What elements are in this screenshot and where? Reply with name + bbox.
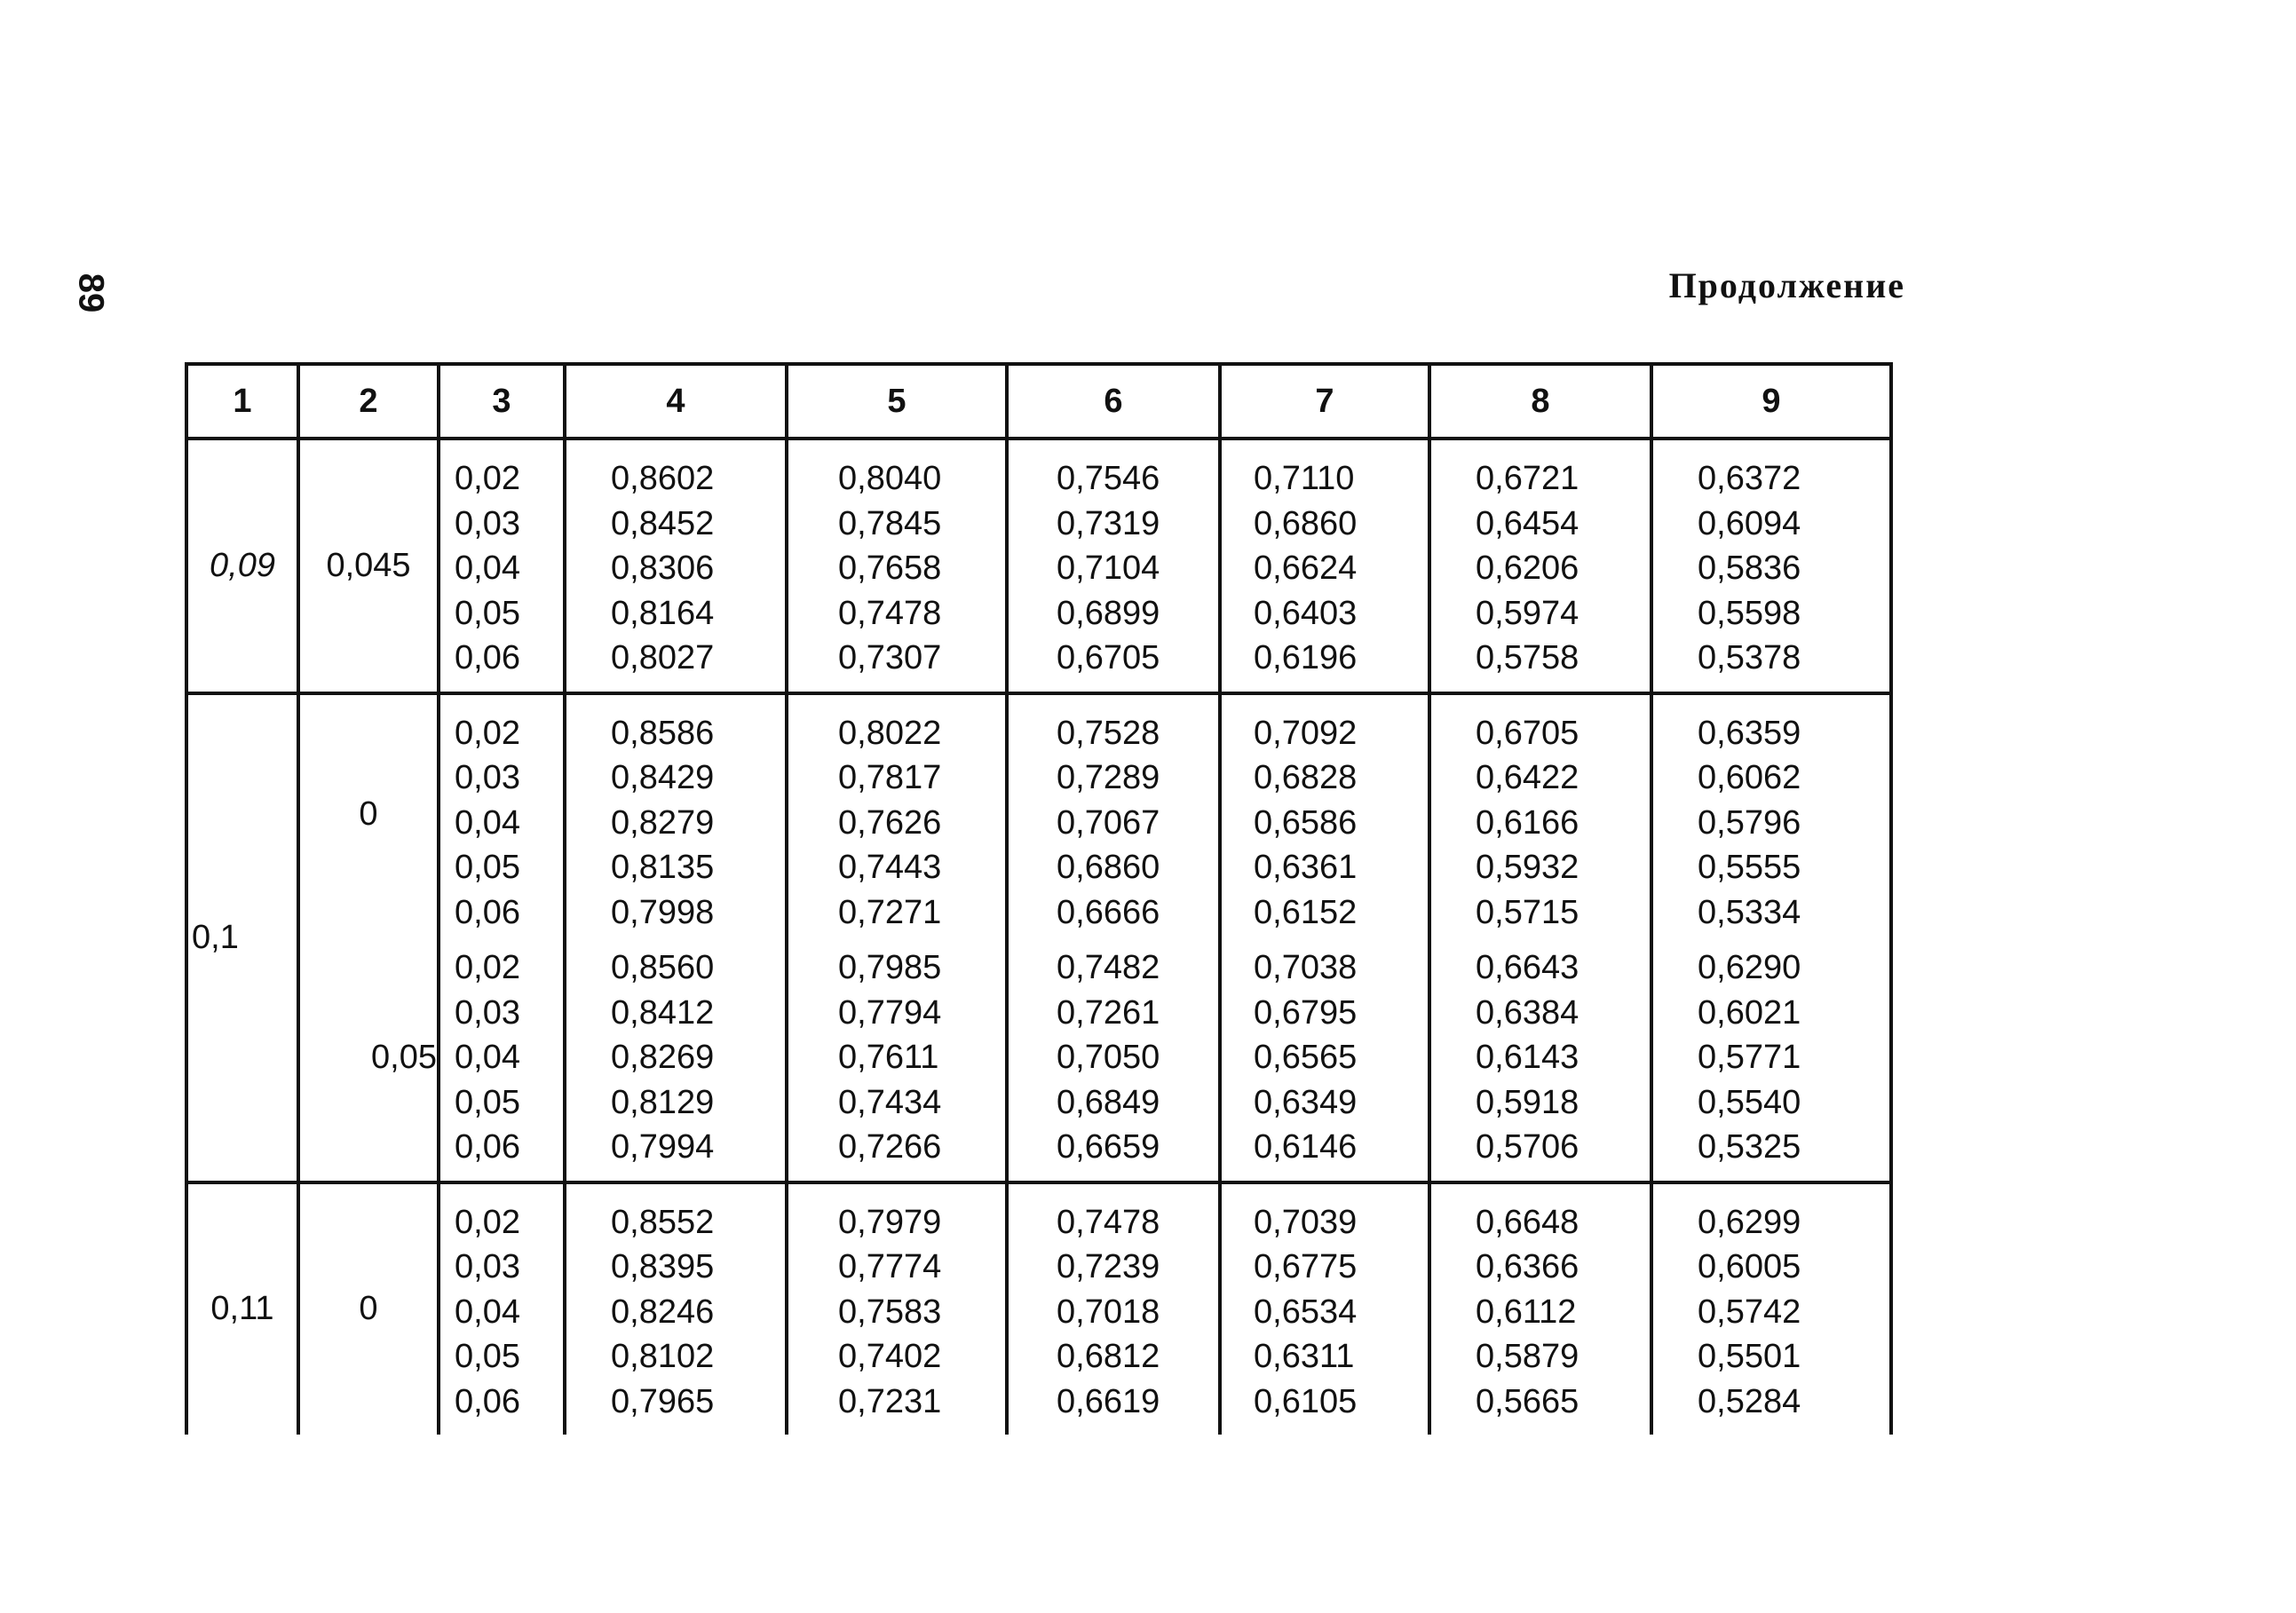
table-value: 0,6206: [1476, 550, 1579, 587]
table-value: 0,7965: [611, 1382, 715, 1420]
table-value: 0,7998: [611, 893, 715, 931]
value-stack: [1431, 1184, 1650, 1435]
table-value: 0,6534: [1254, 1293, 1358, 1331]
table-value: 0,7266: [838, 1128, 942, 1166]
header-row: [186, 364, 1891, 439]
value-stack: [566, 440, 785, 692]
header-col-1: 1: [186, 364, 298, 439]
table-value: 0,7528: [1057, 714, 1160, 752]
table-value: 0,8560: [611, 949, 715, 986]
table-value: 0,6812: [1057, 1338, 1160, 1375]
value-stack: [1431, 695, 1650, 936]
table-value: 0,5974: [1476, 594, 1579, 632]
cell-column-7-values: [1220, 1182, 1429, 1435]
table-value: 0,6648: [1476, 1203, 1579, 1241]
table-value: 0,6366: [1476, 1248, 1579, 1285]
table-row: [186, 935, 1891, 1182]
table-value: 0,6422: [1476, 759, 1579, 796]
value-stack: [1222, 1184, 1428, 1435]
value-stack: [788, 935, 1005, 1181]
value-stack: [1009, 1184, 1218, 1435]
table-value: 0,8586: [611, 714, 715, 752]
value-stack: [1222, 695, 1428, 936]
table-value: 0,7434: [838, 1083, 942, 1121]
cell-column-9-values: [1651, 935, 1891, 1182]
cell-parameter-2: 0,05: [298, 935, 439, 1182]
table-value: 0,6849: [1057, 1083, 1160, 1121]
table-value: 0,7845: [838, 504, 942, 542]
cell-column-4-values: [565, 439, 787, 693]
table-value: 0,8412: [611, 993, 715, 1032]
cell-parameter-2: 0: [298, 1182, 439, 1435]
table-value: 0,02: [455, 460, 520, 497]
data-table-container: [185, 362, 1889, 1435]
cell-column-8-values: [1429, 693, 1651, 936]
cell-column-6-values: [1007, 693, 1220, 936]
cell-column-4-values: [565, 935, 787, 1182]
table-value: 0,6705: [1057, 639, 1160, 676]
table-value: 0,7092: [1254, 714, 1358, 752]
cell-column-5-values: [787, 439, 1007, 693]
table-value: 0,6775: [1254, 1248, 1358, 1285]
cell-column-4-values: [565, 1182, 787, 1435]
data-table: [185, 362, 1893, 1435]
cell-parameter-2: 0,045: [298, 439, 439, 693]
table-value: 0,7039: [1254, 1203, 1358, 1241]
header-col-4: 4: [565, 364, 787, 439]
table-value: 0,8395: [611, 1248, 715, 1285]
table-value: 0,6105: [1254, 1382, 1358, 1420]
table-value: 0,7985: [838, 949, 942, 986]
table-value: 0,03: [455, 1248, 520, 1285]
table-value: 0,8279: [611, 803, 715, 842]
value-stack: [788, 1184, 1005, 1435]
table-value: 0,7817: [838, 759, 942, 796]
table-value: 0,05: [455, 594, 520, 632]
table-value: 0,7611: [838, 1039, 939, 1076]
table-value: 0,6290: [1698, 949, 1801, 986]
table-value: 0,6705: [1476, 714, 1579, 752]
cell-parameter-1: 0,1: [186, 693, 298, 1182]
table-value: 0,5879: [1476, 1338, 1579, 1375]
table-value: 0,6643: [1476, 949, 1579, 986]
table-value: 0,7067: [1057, 803, 1160, 842]
table-value: 0,7478: [1057, 1203, 1160, 1241]
table-value: 0,7307: [838, 639, 942, 676]
table-value: 0,7658: [838, 550, 942, 587]
table-value: 0,03: [455, 759, 520, 796]
table-value: 0,5742: [1698, 1293, 1801, 1331]
cell-column-3-values: [439, 935, 565, 1182]
table-value: 0,7583: [838, 1293, 942, 1331]
table-value: 0,6146: [1254, 1128, 1358, 1166]
value-stack: [440, 440, 563, 692]
table-value: 0,02: [455, 949, 520, 986]
table-value: 0,6196: [1254, 639, 1358, 676]
table-row: [186, 693, 1891, 936]
cell-column-6-values: [1007, 935, 1220, 1182]
table-value: 0,6666: [1057, 893, 1160, 931]
value-stack: [1431, 440, 1650, 692]
table-value: 0,6454: [1476, 504, 1579, 542]
table-value: 0,7994: [611, 1128, 715, 1166]
value-stack: [1222, 440, 1428, 692]
table-value: 0,6624: [1254, 550, 1358, 587]
table-value: 0,04: [455, 550, 520, 587]
value-stack: [1009, 695, 1218, 936]
table-value: 0,6166: [1476, 803, 1579, 842]
table-value: 0,02: [455, 1203, 520, 1241]
table-row: [186, 1182, 1891, 1435]
table-value: 0,6143: [1476, 1039, 1579, 1076]
cell-column-6-values: [1007, 1182, 1220, 1435]
table-value: 0,5540: [1698, 1083, 1801, 1121]
table-value: 0,7231: [838, 1382, 942, 1420]
table-value: 0,6860: [1057, 849, 1160, 886]
table-value: 0,8602: [611, 460, 715, 497]
table-value: 0,5715: [1476, 893, 1579, 931]
header-col-6: 6: [1007, 364, 1220, 439]
value-stack: [440, 695, 563, 936]
table-value: 0,5758: [1476, 639, 1579, 676]
table-body: [186, 439, 1891, 1435]
table-value: 0,03: [455, 993, 520, 1032]
value-stack: [1653, 440, 1889, 692]
table-value: 0,7979: [838, 1203, 942, 1241]
cell-column-4-values: [565, 693, 787, 936]
cell-column-3-values: [439, 693, 565, 936]
value-stack: [1653, 1184, 1889, 1435]
cell-column-9-values: [1651, 693, 1891, 936]
table-value: 0,02: [455, 714, 520, 752]
table-value: 0,5932: [1476, 849, 1579, 886]
table-value: 0,6349: [1254, 1083, 1358, 1121]
value-stack: [566, 935, 785, 1181]
table-value: 0,6372: [1698, 460, 1801, 497]
table-value: 0,8129: [611, 1083, 715, 1121]
header-col-2: 2: [298, 364, 439, 439]
table-value: 0,7546: [1057, 460, 1160, 497]
header-col-8: 8: [1429, 364, 1651, 439]
table-row: [186, 439, 1891, 693]
table-value: 0,6359: [1698, 714, 1801, 752]
table-value: 0,6311: [1254, 1338, 1355, 1375]
table-value: 0,7289: [1057, 759, 1160, 796]
table-value: 0,5706: [1476, 1128, 1579, 1166]
table-header: [186, 364, 1891, 439]
table-value: 0,7261: [1057, 993, 1160, 1032]
table-value: 0,7271: [838, 893, 942, 931]
value-stack: [788, 695, 1005, 936]
cell-column-6-values: [1007, 439, 1220, 693]
table-value: 0,5598: [1698, 594, 1801, 632]
table-value: 0,7104: [1057, 550, 1160, 587]
cell-column-7-values: [1220, 439, 1429, 693]
table-value: 0,8269: [611, 1039, 715, 1076]
value-stack: [788, 440, 1005, 692]
table-value: 0,6021: [1698, 993, 1801, 1032]
table-value: 0,7443: [838, 849, 942, 886]
value-stack: [440, 935, 563, 1181]
table-value: 0,7774: [838, 1248, 942, 1285]
table-value: 0,5836: [1698, 550, 1801, 587]
cell-column-5-values: [787, 693, 1007, 936]
table-value: 0,6384: [1476, 993, 1579, 1032]
table-value: 0,6899: [1057, 594, 1160, 632]
table-value: 0,7050: [1057, 1039, 1160, 1076]
table-value: 0,5665: [1476, 1382, 1579, 1420]
table-value: 0,6795: [1254, 993, 1358, 1032]
header-col-9: 9: [1651, 364, 1891, 439]
table-value: 0,8246: [611, 1293, 715, 1331]
cell-column-7-values: [1220, 935, 1429, 1182]
table-value: 0,7478: [838, 594, 942, 632]
table-value: 0,5325: [1698, 1128, 1801, 1166]
table-value: 0,6565: [1254, 1039, 1358, 1076]
table-value: 0,8452: [611, 504, 715, 542]
cell-column-5-values: [787, 1182, 1007, 1435]
table-value: 0,6062: [1698, 759, 1801, 796]
value-stack: [1222, 935, 1428, 1181]
table-value: 0,6403: [1254, 594, 1358, 632]
table-value: 0,6005: [1698, 1248, 1801, 1285]
header-col-5: 5: [787, 364, 1007, 439]
table-value: 0,7794: [838, 993, 942, 1032]
table-value: 0,6152: [1254, 893, 1358, 931]
cell-parameter-2: 0: [298, 693, 439, 936]
table-value: 0,05: [455, 849, 520, 886]
table-value: 0,7110: [1254, 460, 1355, 497]
continuation-label: Продолжение: [1668, 265, 1905, 305]
table-value: 0,8102: [611, 1338, 715, 1375]
table-value: 0,5771: [1698, 1039, 1801, 1076]
cell-column-8-values: [1429, 439, 1651, 693]
cell-column-9-values: [1651, 1182, 1891, 1435]
page-number: 89: [71, 273, 111, 313]
header-col-7: 7: [1220, 364, 1429, 439]
table-value: 0,8022: [838, 714, 942, 752]
table-value: 0,06: [455, 893, 520, 931]
value-stack: [1009, 935, 1218, 1181]
table-value: 0,5378: [1698, 639, 1801, 676]
table-value: 0,6659: [1057, 1128, 1160, 1166]
table-value: 0,8040: [838, 460, 942, 497]
value-stack: [440, 1184, 563, 1435]
value-stack: [566, 1184, 785, 1435]
cell-column-3-values: [439, 1182, 565, 1435]
cell-column-3-values: [439, 439, 565, 693]
table-value: 0,8306: [611, 550, 715, 587]
table-value: 0,6094: [1698, 504, 1801, 542]
table-value: 0,5796: [1698, 803, 1801, 842]
cell-column-8-values: [1429, 935, 1651, 1182]
table-value: 0,04: [455, 1039, 520, 1076]
value-stack: [566, 695, 785, 936]
cell-column-7-values: [1220, 693, 1429, 936]
table-value: 0,05: [455, 1338, 520, 1375]
table-value: 0,6361: [1254, 849, 1358, 886]
table-value: 0,6828: [1254, 759, 1358, 796]
table-value: 0,04: [455, 1293, 520, 1331]
table-value: 0,5918: [1476, 1083, 1579, 1121]
cell-parameter-1: 0,11: [186, 1182, 298, 1435]
table-value: 0,7626: [838, 803, 942, 842]
table-value: 0,8552: [611, 1203, 715, 1241]
table-value: 0,5334: [1698, 893, 1801, 931]
table-value: 0,6299: [1698, 1203, 1801, 1241]
value-stack: [1009, 440, 1218, 692]
table-value: 0,8164: [611, 594, 715, 632]
header-col-3: 3: [439, 364, 565, 439]
table-value: 0,7319: [1057, 504, 1160, 542]
cell-parameter-1: 0,09: [186, 439, 298, 693]
table-value: 0,6721: [1476, 460, 1579, 497]
value-stack: [1653, 935, 1889, 1181]
table-value: 0,6112: [1476, 1293, 1577, 1331]
table-value: 0,6586: [1254, 803, 1358, 842]
table-value: 0,05: [455, 1083, 520, 1121]
table-value: 0,6860: [1254, 504, 1358, 542]
table-value: 0,8027: [611, 639, 715, 676]
table-value: 0,06: [455, 639, 520, 676]
table-value: 0,7239: [1057, 1248, 1160, 1285]
table-value: 0,5284: [1698, 1382, 1801, 1420]
table-value: 0,04: [455, 803, 520, 842]
value-stack: [1431, 935, 1650, 1181]
table-value: 0,7038: [1254, 949, 1358, 986]
table-value: 0,8135: [611, 849, 715, 886]
table-value: 0,8429: [611, 759, 715, 796]
table-value: 0,03: [455, 504, 520, 542]
value-stack: [1653, 695, 1889, 936]
cell-column-9-values: [1651, 439, 1891, 693]
table-value: 0,7482: [1057, 949, 1160, 986]
cell-column-8-values: [1429, 1182, 1651, 1435]
table-value: 0,5555: [1698, 849, 1801, 886]
table-value: 0,7402: [838, 1338, 942, 1375]
table-value: 0,06: [455, 1382, 520, 1420]
cell-column-5-values: [787, 935, 1007, 1182]
table-value: 0,6619: [1057, 1382, 1160, 1420]
table-value: 0,06: [455, 1128, 520, 1166]
table-value: 0,7018: [1057, 1293, 1160, 1331]
table-value: 0,5501: [1698, 1338, 1801, 1375]
